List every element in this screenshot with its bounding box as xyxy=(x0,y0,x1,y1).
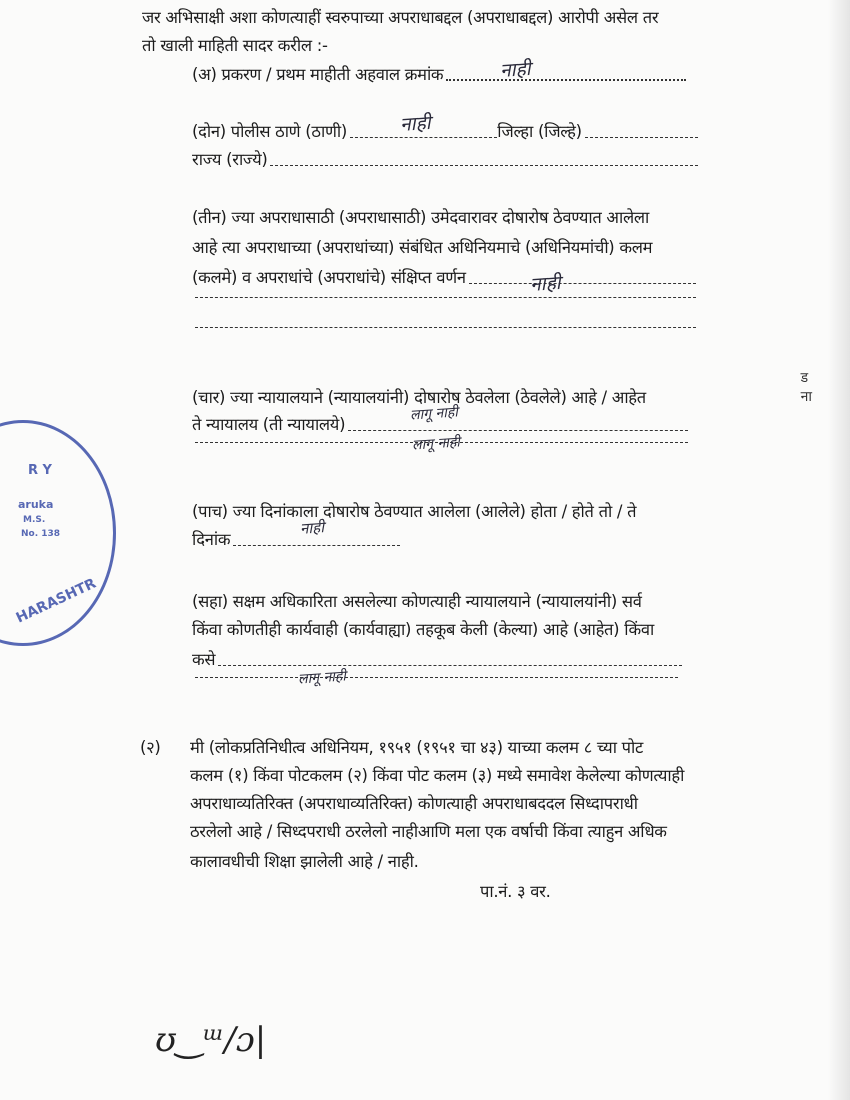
item-six-line-1: (सहा) सक्षम अधिकारिता असलेल्या कोणत्याही न्यायालयाने (न्यायालयांनी) सर्व xyxy=(192,592,642,611)
section-2-line: ठरलेलो आहे / सिध्दपराधी ठरलेलो नाहीआणि मला एक वर्षाची किंवा त्याहुन अधिक xyxy=(190,822,667,841)
blank-line xyxy=(192,296,696,304)
item-two-label: (दोन) पोलीस ठाणे (ठाणी) xyxy=(192,122,347,141)
blank-line xyxy=(192,676,678,684)
item-two-state xyxy=(192,148,698,172)
section-2-line: कालावधीची शिक्षा झालेली आहे / नाही. xyxy=(190,852,419,871)
section-2-line: मी (लोकप्रतिनिधीत्व अधिनियम, १९५१ (१९५१ चा ४३) याच्या कलम ८ च्या पोट xyxy=(190,738,644,757)
intro-line-2: तो खाली माहिती सादर करील :- xyxy=(142,36,328,55)
item-four-line-1: (चार) ज्या न्यायालयाने (न्यायालयांनी) दोषारोष ठेवलेला (ठेवलेले) आहे / आहेत xyxy=(192,388,646,407)
item-a xyxy=(192,63,686,87)
blank-line xyxy=(192,326,696,334)
item-two-handwritten: नाही xyxy=(399,111,432,137)
section-2-number: (२) xyxy=(140,738,161,757)
item-six-handwritten: लागू नाही xyxy=(297,668,347,688)
item-five-line-1: (पाच) ज्या दिनांकाला दोषारोष ठेवण्यात आलेला (आलेले) होता / होते तो / ते xyxy=(192,502,637,521)
item-five-line-2 xyxy=(192,528,400,552)
item-a-blank xyxy=(446,78,686,81)
item-five-label: दिनांक xyxy=(192,530,231,549)
item-two-district-label: जिल्हा (जिल्हे) xyxy=(497,122,582,141)
item-three-label: (कलमे) व अपराधांचे (अपराधांचे) संक्षिप्त वर्णन xyxy=(192,268,466,287)
item-three-line-3 xyxy=(192,266,696,290)
item-two xyxy=(192,120,698,144)
item-three-line-1: (तीन) ज्या अपराधासाठी (अपराधासाठी) उमेदवारावर दोषारोष ठेवण्यात आलेला xyxy=(192,208,650,227)
item-five-handwritten: नाही xyxy=(299,518,325,538)
section-2-line: अपराधाव्यतिरिक्त (अपराधाव्यतिरिक्त) कोणत्याही अपराधाबददल सिध्दापराधी xyxy=(190,794,638,813)
item-six-label: कसे xyxy=(192,650,216,669)
continued-note: पा.नं. ३ वर. xyxy=(480,882,551,901)
section-2-line: कलम (१) किंवा पोटकलम (२) किंवा पोट कलम (३) मध्ये समावेश केलेल्या कोणत्याही xyxy=(190,766,685,785)
item-a-label: (अ) प्रकरण / प्रथम माहीती अहवाल क्रमांक xyxy=(192,65,444,84)
item-two-state-label: राज्य (राज्ये) xyxy=(192,150,268,169)
signature: ʊ‿ᵚ/ɔ| xyxy=(155,1020,267,1060)
margin-mark: ड ना xyxy=(800,370,812,405)
item-a-handwritten: नाही xyxy=(499,57,532,83)
item-four-handwritten-1: लागू नाही xyxy=(409,404,459,424)
intro-line-1: जर अभिसाक्षी अशा कोणत्याहीं स्वरुपाच्या अपराधाबद्दल (अपराधाबद्दल) आरोपी असेल तर xyxy=(142,8,659,27)
item-three-handwritten: नाही xyxy=(529,271,562,297)
item-six-line-3 xyxy=(192,648,682,672)
item-three-line-2: आहे त्या अपराधाच्या (अपराधांच्या) संबंधित अधिनियमाचे (अधिनियमांची) कलम xyxy=(192,238,653,257)
item-four-handwritten-2: लागू नाही xyxy=(411,434,461,454)
item-six-line-2: किंवा कोणतीही कार्यवाही (कार्यवाह्या) तहकूब केली (केल्या) आहे (आहेत) किंवा xyxy=(192,620,655,639)
official-stamp: R Y aruka M.S. No. 138 HARASHTR xyxy=(0,420,116,646)
item-four-label: ते न्यायालय (ती न्यायालये) xyxy=(192,415,346,434)
